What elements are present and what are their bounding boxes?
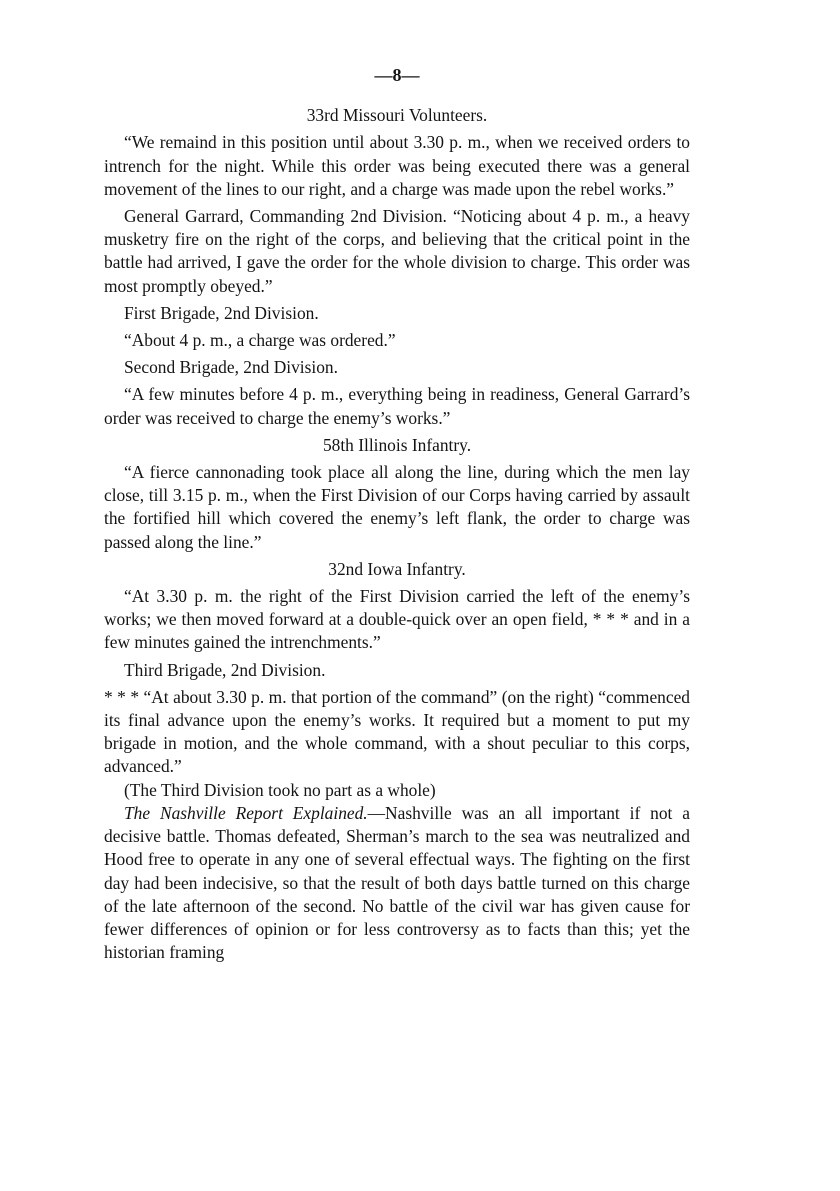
heading-33rd-missouri: 33rd Missouri Volunteers. (306, 105, 488, 126)
quote-first-brigade: “About 4 p. m., a charge was ordered.” (124, 330, 396, 351)
quote-third-brigade: * * * “At about 3.30 p. m. that portion of the command” (on the right) “commenced its final advance upon the enemy’s works. It required but a moment to put my brigade in motion, and the whole command, with a shout peculiar to this corps, advanced.” (104, 686, 690, 777)
heading-58th-illinois: 58th Illinois Infantry. (322, 434, 472, 455)
paragraph-58th-illinois: “A fierce cannonading took place all along the line, during which the men lay close, till 3.15 p. m., when the First Division of our Corps having carried by assault the fortified hill which covered the enemy’s left flank, the order to charge was passed along the line.” (104, 462, 690, 552)
heading-third-brigade: Third Brigade, 2nd Division. (124, 659, 326, 680)
note-third-division: (The Third Division took no part as a whole) (124, 779, 436, 800)
text-column (104, 64, 690, 968)
page-number: —8— (374, 65, 420, 85)
heading-32nd-iowa: 32nd Iowa Infantry. (328, 558, 466, 579)
nashville-title: The Nashville Report Explained. (124, 802, 368, 823)
heading-first-brigade: First Brigade, 2nd Division. (124, 302, 319, 323)
paragraph-garrard: General Garrard, Commanding 2nd Division. “Noticing about 4 p. m., a heavy musketry fire on the right of the corps, and believing that the critical point in the battle had arrived, I gave the order for the whole division to charge. This order was most promptly obeyed.” (104, 206, 690, 296)
paragraph-32nd-iowa: “At 3.30 p. m. the right of the First Division carried the left of the enemy’s works; we then moved forward at a double-quick over an open field, * * * and in a few minutes gained the intrenchments.” (104, 586, 690, 653)
quote-second-brigade: “A few minutes before 4 p. m., everything being in readiness, General Garrard’s order was received to charge the enemy’s works.” (104, 384, 690, 428)
nashville-text: —Nashville was an all important if not a decisive battle. Thomas defeated, Sherman’s march to the sea was neutralized and Hood free to operate in any one of several effectual ways. The fighting on the first day had been indecisive, so that the result of both days battle turned on this charge of the late afternoon of the second. No battle of the civil war has given cause for fewer differences of opinion or for less controversy as to facts than this; yet the historian framing (104, 802, 690, 963)
paragraph-nashville (104, 802, 690, 964)
heading-second-brigade: Second Brigade, 2nd Division. (124, 357, 338, 378)
paragraph-33rd-missouri: “We remaind in this position until about 3.30 p. m., when we received orders to intrench for the night. While this order was being executed there was a general movement of the lines to our right, and a charge was made upon the rebel works.” (104, 132, 690, 199)
